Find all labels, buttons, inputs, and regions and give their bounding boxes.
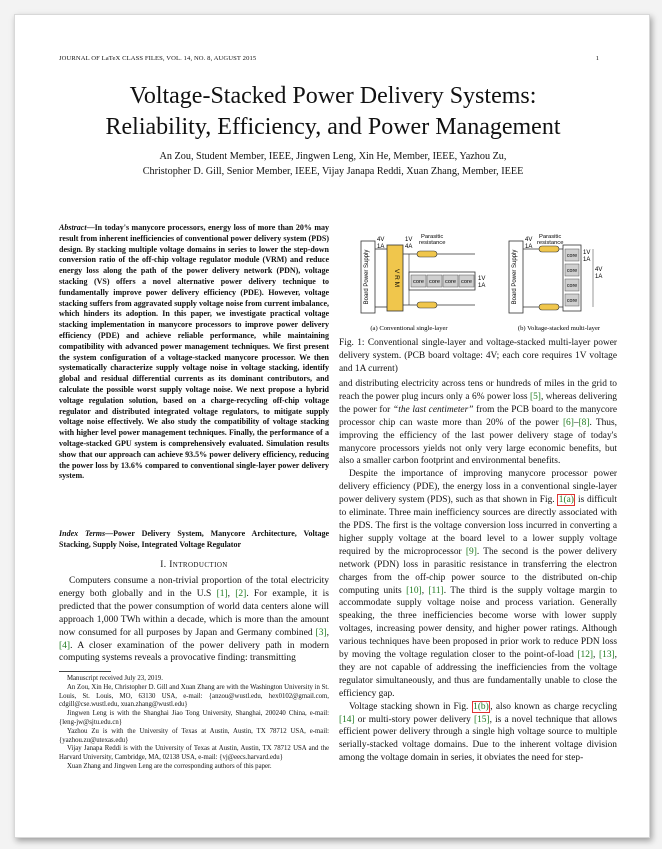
abstract-label: Abstract <box>59 223 87 232</box>
footnote-rule <box>59 671 111 672</box>
citation-link[interactable]: [6] <box>562 417 574 428</box>
stack-current-label: 1A <box>595 274 603 280</box>
body-text: or multi-story power delivery <box>354 714 474 725</box>
separator: – <box>573 417 579 428</box>
subcaption-a: (a) Conventional single-layer <box>370 325 448 332</box>
footnote: Xuan Zhang and Jingwen Leng are the corresponding authors of this paper. <box>67 762 272 770</box>
board-supply-label: Board Power Supply <box>512 249 518 305</box>
resistor-top <box>539 246 559 252</box>
body-text: from the PCB board to the manycore processor chip can waste more than 20% of the power <box>339 404 617 428</box>
footnote: An Zou, Xin He, Christopher D. Gill and Xuan Zhang are with the Washington University in St. Louis, St. Louis, MO, 63130 USA, e-mail: {anzou@wustl.edu, hex0102@gmail.com, cdgill@cse.wustl.edu, xuan.zhang@wustl.edu} <box>59 683 329 709</box>
current-4a-label: 4A <box>405 244 413 250</box>
core-label: core <box>429 279 440 285</box>
core-label: core <box>566 253 578 259</box>
core-label: core <box>566 268 578 274</box>
body-text: Voltage stacking shown in Fig. <box>349 701 472 712</box>
paragraph <box>339 468 617 700</box>
title-line-2: Reliability, Efficiency, and Power Management <box>105 114 561 140</box>
section-title: I. Introduction <box>160 560 228 570</box>
core-voltage-label: 1V <box>478 276 486 282</box>
body-text: . The second is the power delivery network (PDN) loss in parasitic resistance in transferring the electron charges from the off-chip power source to the distributed on-chip computing units <box>339 546 617 596</box>
body-text: Despite the importance of improving manycore processor power delivery efficiency (PDE), the energy loss in a conventional single-layer power delivery system (PDS), such as that shown in Fig. <box>339 469 617 506</box>
right-column-body <box>339 378 617 765</box>
body-text: is difficult to eliminate. Three main inefficiency sources are directly associated with the PDS. The first is the voltage conversion loss incurred in converting a higher supply voltage at the board level to a lower supply voltage required by the microprocessor <box>339 495 617 557</box>
layer-current-label: 1A <box>583 257 591 263</box>
parasitic-label: Parasitic <box>539 234 562 240</box>
stack-voltage-label: 4V <box>595 267 603 273</box>
footnotes <box>59 675 329 772</box>
separator: , <box>326 627 329 638</box>
separator: , <box>227 588 236 599</box>
abstract <box>59 223 329 482</box>
footnote: Manuscript received July 23, 2019. <box>67 675 163 682</box>
citation-link[interactable]: [8] <box>578 417 590 428</box>
abstract-text: —In today's manycore processors, energy loss of more than 20% may result from inherent inefficiencies of conventional power delivery system (PDS) design. By stacking multiple voltage domains in series to lower the step-down conversion ratio of the off-chip voltage regulator module (VRM) and reduce energy loss along the path of the power delivery network (PDN), voltage stacking (VS) offers a novel alternative power delivery technique to fundamentally improve power delivery efficiency (PDE). However, voltage stacking suffers from aggravated supply voltage noise from current imbalance, which hinders its adoption. In this paper, we investigate practical voltage stacking implementation in manycore processors to improve power delivery efficiency (PDE) and achieve reliable performance, while maintaining compatibility with advanced power management techniques. We first present the system configuration of a voltage-stacked manycore processor. We then systematically characterize supply voltage noise in voltage stacking, identify global and residual differential currents as its dominant contributors, and calculate the possible worst supply voltage noise. We next propose a hybrid voltage regulation solution, based on a charge-recycling off-chip voltage regulator and distributed integrated voltage regulators, to mitigate supply voltage noise effectively. We also study the compatibility of voltage stacking with higher level power management techniques. Finally, the performance of a voltage-stacked GPU system is comprehensively evaluated. Simulation results show that our approach can achieve 93.5% power delivery efficiency, reducing the power loss by 13.6% compared to conventional single-layer power delivery system. <box>59 223 329 481</box>
index-terms-text: —Power Delivery System, Manycore Architecture, Voltage Stacking, Supply Noise, Integrated Voltage Regulator <box>59 529 329 549</box>
figure-ref-link[interactable]: 1(b) <box>473 701 489 712</box>
diagram-single-layer <box>361 234 485 332</box>
vrm-label: V R M <box>393 268 400 288</box>
paper-page <box>14 14 650 838</box>
body-text: , whereas delivering the power for <box>339 391 617 415</box>
resistance-label: resistance <box>537 240 564 246</box>
paragraph <box>339 701 617 766</box>
citation-link[interactable]: [11] <box>428 585 444 596</box>
core-label: core <box>413 279 424 285</box>
figure-ref-link[interactable]: 1(a) <box>558 495 574 506</box>
body-text: , is a novel technique that allows efficient power delivery through a single high voltage source to multiple serially-stacked voltage domains. Due to the inherent voltage division among the voltage domain in series, it obviates the need for step- <box>339 714 617 764</box>
parasitic-label: Parasitic <box>421 234 444 240</box>
footnote: Yazhou Zu is with the University of Texas at Austin, Austin, TX 78712 USA, e-mail: {yazhou.zu@utexas.edu} <box>59 727 329 744</box>
subcaption-b: (b) Voltage-stacked multi-layer <box>517 325 601 332</box>
figure-1 <box>339 227 617 335</box>
citation-link[interactable]: [13] <box>599 650 615 661</box>
separator: , <box>593 650 600 661</box>
body-text: , they are not capable of addressing the inefficiencies from the voltage regulator simultaneously, and thus are fundamentally unable to close the efficiency gap. <box>339 650 617 699</box>
citation-link[interactable]: [3] <box>315 627 327 638</box>
core-current-label: 1A <box>478 283 486 289</box>
body-text: , also known as charge recycling <box>490 701 617 712</box>
footnote: Jingwen Leng is with the Shanghai Jiao Tong University, Shanghai, 200240 China, e-mail: {leng-jw@sjtu.edu.cn} <box>59 710 329 726</box>
body-text: . The third is the supply voltage margin to accommodate supply voltage noise and process variation. Generally speaking, the three inefficiencies become worse with lower supply voltages, increasing power density, and higher power ratings. Although various techniques have been proposed in prior work to reduce PDN loss by moving the voltage regulation closer to the point-of-load <box>339 585 618 661</box>
voltage-1v-label: 1V <box>405 237 413 243</box>
separator: , <box>421 585 429 596</box>
resistor-bottom <box>539 304 559 310</box>
core-label: core <box>566 283 578 289</box>
footnote: Vijay Janapa Reddi is with the University of Texas at Austin, Austin, TX 78712 USA and the Harvard University, Cambridge, MA, 02138 USA, e-mail: {vj@eecs.harvard.edu} <box>59 745 329 762</box>
voltage-4v-label: 4V <box>377 237 385 243</box>
author-list <box>51 149 615 179</box>
core-label: core <box>445 279 456 285</box>
authors-line-1: An Zou, Student Member, IEEE, Jingwen Leng, Xin He, Member, IEEE, Yazhou Zu, <box>159 151 507 162</box>
page-number: 1 <box>595 55 599 62</box>
figure-caption: Fig. 1: Conventional single-layer and voltage-stacked multi-layer power delivery system. (PCB board voltage: 4V; each core requires 1V voltage and 1A current) <box>339 338 617 374</box>
section-heading <box>59 560 329 570</box>
intro-text: . A closer examination of the power delivery path in modern computing systems reveals a provocative finding: transmitting <box>59 640 329 664</box>
intro-text: . For example, it is predicted that the power consumption of world data centers alone will approach 1,000 TWh within a decade, which is more than the amount now consumed for all purposes by Japan and Germany combined <box>59 588 329 638</box>
paper-title <box>51 81 615 143</box>
body-text: . Thus, improving the efficiency of the last power delivery stage of today's manycore processors yields not only very large economic benefits, but also a smaller carbon footprint and environmental benefits. <box>339 417 617 467</box>
citation-link[interactable]: [9] <box>465 546 477 557</box>
intro-text: Computers consume a non-trivial proportion of the total electricity energy both globally and in the U.S <box>59 576 329 599</box>
layer-voltage-label: 1V <box>583 250 591 256</box>
citation-link[interactable]: [15] <box>473 714 490 725</box>
running-header: JOURNAL OF LaTeX CLASS FILES, VOL. 14, NO. 8, AUGUST 2015 <box>59 55 257 62</box>
body-text: and distributing electricity across tens or hundreds of miles in the grid to reach the power plug incurs only a 6% power loss <box>339 379 617 402</box>
core-label: core <box>461 279 472 285</box>
current-1a-label: 1A <box>377 244 385 250</box>
citation-link[interactable]: [12] <box>577 650 594 661</box>
citation-link[interactable]: [10] <box>406 585 422 596</box>
quoted-text: “the last centimeter” <box>393 404 474 415</box>
current-1a-label: 1A <box>525 244 533 250</box>
core-label: core <box>566 298 578 304</box>
board-supply-label: Board Power Supply <box>364 249 370 305</box>
citation-link[interactable]: [2] <box>235 588 247 599</box>
resistor-bottom <box>417 302 437 308</box>
resistance-label: resistance <box>419 240 446 246</box>
diagram-voltage-stacked <box>509 234 602 332</box>
title-line-1: Voltage-Stacked Power Delivery Systems: <box>129 83 537 109</box>
paragraph <box>339 378 617 468</box>
citation-link[interactable]: [5] <box>530 391 541 402</box>
citation-link[interactable]: [14] <box>339 714 355 725</box>
intro-paragraph <box>59 575 329 665</box>
citation-link[interactable]: [4] <box>59 640 71 651</box>
authors-line-2: Christopher D. Gill, Senior Member, IEEE, Vijay Janapa Reddi, Xuan Zhang, Member, IEEE <box>142 166 524 177</box>
index-terms <box>59 529 329 551</box>
citation-link[interactable]: [1] <box>216 588 228 599</box>
resistor-top <box>417 251 437 257</box>
index-terms-label: Index Terms <box>59 529 106 538</box>
voltage-4v-label: 4V <box>525 237 533 243</box>
